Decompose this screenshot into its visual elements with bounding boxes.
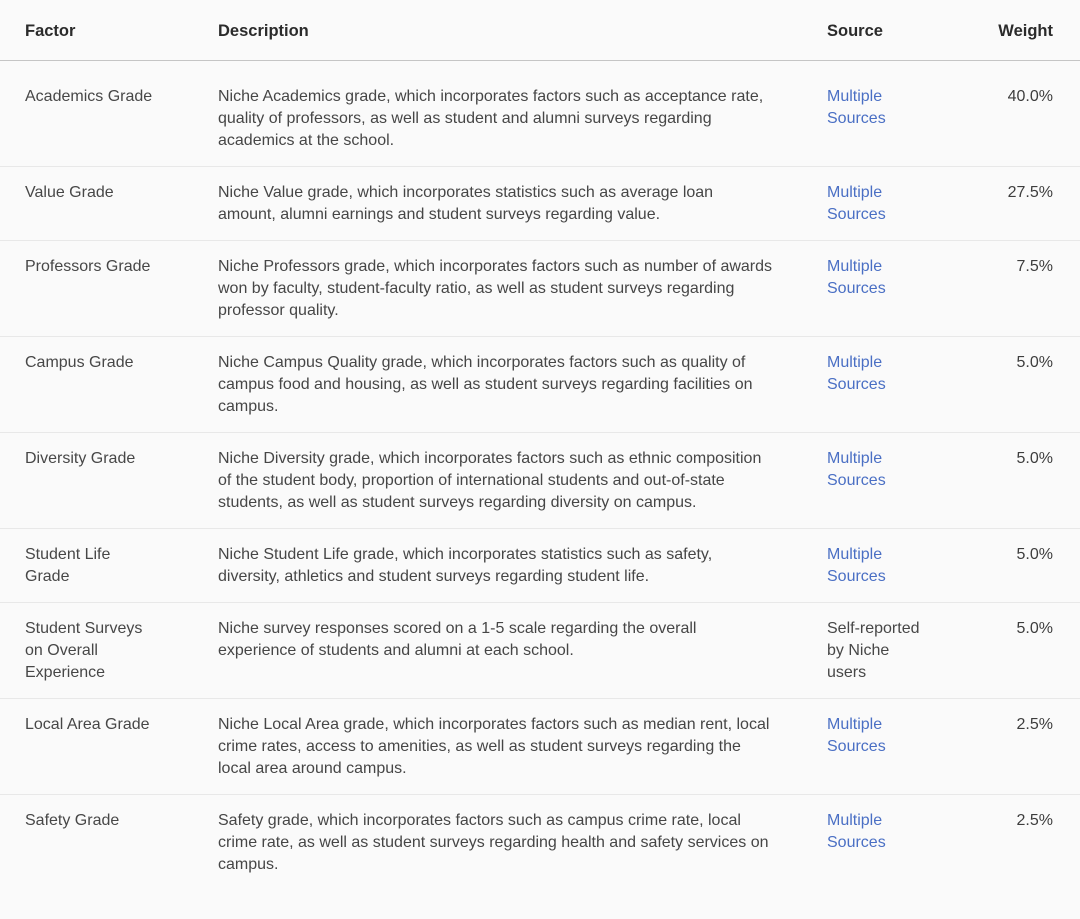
table-header: [0, 0, 1080, 61]
table-row: [0, 795, 1080, 891]
description-cell: Niche survey responses scored on a 1-5 scale regarding the overall experience of students and alumni at each school.: [218, 603, 827, 699]
source-link[interactable]: Multiple Sources: [827, 812, 886, 851]
source-link[interactable]: Multiple Sources: [827, 184, 886, 223]
factor-cell: Safety Grade: [0, 795, 218, 891]
column-header-source: Source: [827, 0, 953, 61]
description-cell: Niche Student Life grade, which incorporates statistics such as safety, diversity, athletics and student surveys regarding student life.: [218, 529, 827, 603]
weight-cell: 5.0%: [953, 433, 1080, 529]
source-cell: [827, 167, 953, 241]
weight-cell: 5.0%: [953, 337, 1080, 433]
column-header-weight: Weight: [953, 0, 1080, 61]
weight-cell: 40.0%: [1007, 88, 1053, 105]
weight-cell: 2.5%: [953, 795, 1080, 891]
factor-cell: Campus Grade: [0, 337, 218, 433]
factor-cell: Student Life Grade: [0, 529, 218, 603]
table-row: [0, 699, 1080, 795]
table-row: [0, 603, 1080, 699]
description-cell: Niche Professors grade, which incorporates factors such as number of awards won by faculty, student-faculty ratio, as well as student surveys regarding professor quality.: [218, 241, 827, 337]
table-row: [0, 167, 1080, 241]
table-row: [0, 529, 1080, 603]
table-row: [0, 61, 1080, 167]
description-cell: Safety grade, which incorporates factors such as campus crime rate, local crime rate, as well as student surveys regarding health and safety services on campus.: [218, 795, 827, 891]
weight-cell: 27.5%: [953, 167, 1080, 241]
weight-cell: 5.0%: [953, 529, 1080, 603]
table-row: [0, 433, 1080, 529]
source-text: Self-reported by Niche users: [827, 620, 920, 681]
description-cell: Niche Academics grade, which incorporates factors such as acceptance rate, quality of professors, as well as student and alumni surveys regarding academics at the school.: [218, 88, 764, 149]
weight-cell: 5.0%: [953, 603, 1080, 699]
source-cell: [827, 433, 953, 529]
source-link[interactable]: Multiple Sources: [827, 450, 886, 489]
source-cell: [827, 795, 953, 891]
source-cell: [827, 529, 953, 603]
factor-cell: Value Grade: [0, 167, 218, 241]
source-link[interactable]: Multiple Sources: [827, 88, 886, 127]
source-link[interactable]: Multiple Sources: [827, 716, 886, 755]
column-header-description: Description: [218, 0, 827, 61]
factor-cell: Local Area Grade: [0, 699, 218, 795]
description-cell: Niche Diversity grade, which incorporates factors such as ethnic composition of the student body, proportion of international students and out-of-state students, as well as student surveys regarding diversity on campus.: [218, 433, 827, 529]
description-cell: Niche Value grade, which incorporates statistics such as average loan amount, alumni earnings and student surveys regarding value.: [218, 167, 827, 241]
factor-cell: Student Surveys on Overall Experience: [0, 603, 218, 699]
column-header-factor: Factor: [0, 0, 218, 61]
factor-cell: Diversity Grade: [0, 433, 218, 529]
source-cell: [827, 61, 953, 167]
description-cell: Niche Campus Quality grade, which incorporates factors such as quality of campus food and housing, as well as student surveys regarding facilities on campus.: [218, 337, 827, 433]
table-row: [0, 241, 1080, 337]
source-cell: [827, 241, 953, 337]
source-link[interactable]: Multiple Sources: [827, 546, 886, 585]
table-body: [0, 61, 1080, 891]
factor-cell: Academics Grade: [25, 88, 153, 105]
source-link[interactable]: Multiple Sources: [827, 354, 886, 393]
table-row: [0, 337, 1080, 433]
source-cell: [827, 337, 953, 433]
source-link[interactable]: Multiple Sources: [827, 258, 886, 297]
weight-cell: 7.5%: [953, 241, 1080, 337]
factor-cell: Professors Grade: [0, 241, 218, 337]
source-cell: [827, 699, 953, 795]
source-cell: [827, 603, 953, 699]
header-row: [0, 0, 1080, 61]
weight-cell: 2.5%: [953, 699, 1080, 795]
description-cell: Niche Local Area grade, which incorporates factors such as median rent, local crime rates, access to amenities, as well as student surveys regarding the local area around campus.: [218, 699, 827, 795]
